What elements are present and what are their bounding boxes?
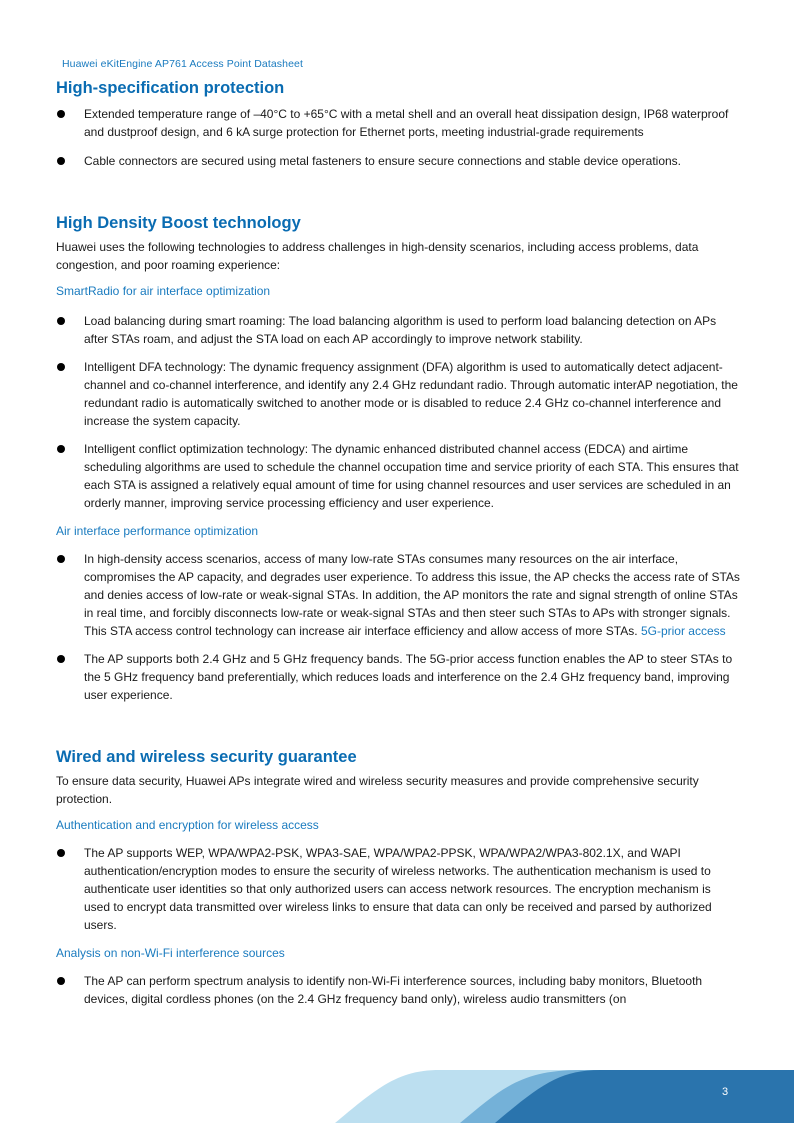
subsection-title: Authentication and encryption for wireless access xyxy=(56,818,319,832)
bullet-text: The AP supports WEP, WPA/WPA2-PSK, WPA3-SAE, WPA/WPA2-PPSK, WPA/WPA2/WPA3-802.1X, and WAPI authentication/encryption modes to ensure the security of wireless networks. The authentication mechanism is used to authenticate user identities so that only authorized users can access network resources. The encryption mechanism is used to encrypt data transmitted over wireless links to ensure that data can only be received and parsed by authorized users. xyxy=(84,846,712,932)
bullet-text: Intelligent DFA technology: The dynamic frequency assignment (DFA) algorithm is used to automatically detect adjacent-channel and co-channel interference, and identify any 2.4 GHz redundant radio. Through automatic interAP negotiation, the redundant radio is automatically switched to another mode or is disabled to reduce 2.4 GHz co-channel interference and increase the system capacity. xyxy=(84,360,738,428)
section-intro: To ensure data security, Huawei APs integrate wired and wireless security measures and provide comprehensive security protection. xyxy=(56,774,699,806)
list-item xyxy=(56,550,740,640)
list-item xyxy=(56,358,740,430)
bullet-list xyxy=(56,972,740,1008)
running-header: Huawei eKitEngine AP761 Access Point Datasheet xyxy=(62,58,303,70)
bullet-icon xyxy=(57,317,65,325)
bullet-icon xyxy=(57,110,65,118)
subsection-title: SmartRadio for air interface optimization xyxy=(56,284,271,298)
section-title: High-specification protection xyxy=(56,79,285,97)
list-item xyxy=(56,105,740,141)
list-item xyxy=(56,650,740,704)
bullet-text: Cable connectors are secured using metal fasteners to ensure secure connections and stable device operations. xyxy=(84,154,682,168)
list-item xyxy=(56,312,740,348)
section-title: High Density Boost technology xyxy=(56,214,301,232)
bullet-text: Extended temperature range of –40°C to +65°C with a metal shell and an overall heat dissipation design, IP68 waterproof and dustproof design, and 6 kA surge protection for Ethernet ports, meeting industrial-grade requirements xyxy=(84,107,729,139)
list-item xyxy=(56,972,740,1008)
list-item xyxy=(56,440,740,512)
inline-subhead: 5G-prior access xyxy=(640,624,726,638)
bullet-list xyxy=(56,105,740,170)
list-item xyxy=(56,844,740,934)
bullet-list xyxy=(56,844,740,934)
bullet-icon xyxy=(57,555,65,563)
subsection-title: Analysis on non-Wi-Fi interference sources xyxy=(56,946,285,960)
bullet-icon xyxy=(57,977,65,985)
bullet-icon xyxy=(57,655,65,663)
bullet-icon xyxy=(57,157,65,165)
list-item xyxy=(56,152,740,170)
bullet-text: Load balancing during smart roaming: The load balancing algorithm is used to perform load balancing detection on APs after STAs roam, and adjust the STA load on each AP accordingly to improve network stability. xyxy=(84,314,717,346)
subsection-title: Air interface performance optimization xyxy=(56,524,259,538)
bullet-icon xyxy=(57,849,65,857)
bullet-list xyxy=(56,312,740,512)
section-intro: Huawei uses the following technologies to address challenges in high-density scenarios, including access problems, data congestion, and poor roaming experience: xyxy=(56,240,699,272)
bullet-text: The AP supports both 2.4 GHz and 5 GHz frequency bands. The 5G-prior access function enables the AP to steer STAs to the 5 GHz frequency band preferentially, which reduces loads and interference on the 2.4 GHz frequency band, improving user experience. xyxy=(84,652,733,702)
bullet-text: In high-density access scenarios, access of many low-rate STAs consumes many resources on the air interface, compromises the AP capacity, and degrades user experience. To address this issue, the AP checks the access rate of STAs and denies access of low-rate or weak-signal STAs. In addition, the AP monitors the rate and signal strength of online STAs in real time, and forcibly disconnects low-rate or weak-signal STAs and then steer such STAs to APs with stronger signals. This STA access control technology can increase air interface efficiency and allow access of more STAs. xyxy=(84,552,740,638)
bullet-list xyxy=(56,550,740,704)
section-title: Wired and wireless security guarantee xyxy=(56,748,357,766)
bullet-icon xyxy=(57,363,65,371)
bullet-text: The AP can perform spectrum analysis to identify non-Wi-Fi interference sources, including baby monitors, Bluetooth devices, digital cordless phones (on the 2.4 GHz frequency band only), wireless audio transmitters (on xyxy=(84,974,703,1006)
page-content xyxy=(56,72,740,1008)
bullet-text: Intelligent conflict optimization technology: The dynamic enhanced distributed channel access (EDCA) and airtime scheduling algorithms are used to schedule the channel occupation time and service priority of each STA. This ensures that each STA is assigned a relatively equal amount of time for using channel resources and user services are scheduled in an orderly manner, improving service processing efficiency and user experience. xyxy=(84,442,739,510)
bullet-icon xyxy=(57,445,65,453)
footer-wave-decoration xyxy=(0,1065,794,1123)
page-number: 3 xyxy=(722,1086,729,1098)
